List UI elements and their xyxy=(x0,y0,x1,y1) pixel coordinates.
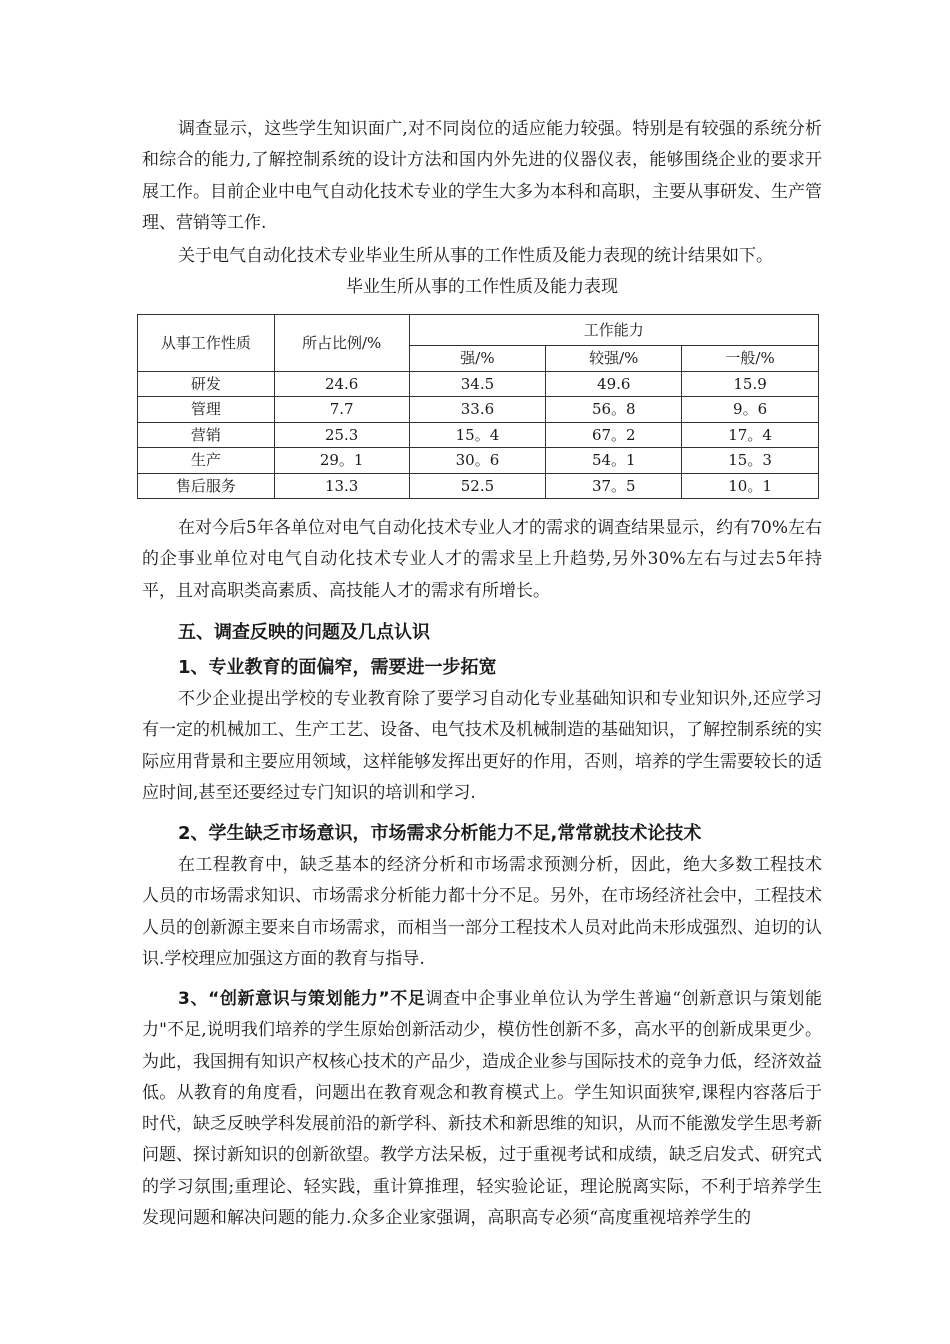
header-ratio: 所占比例/% xyxy=(274,315,409,372)
cell-normal: 15.9 xyxy=(682,371,819,397)
table-row xyxy=(138,473,819,499)
paragraph-survey-result: 调查显示，这些学生知识面广,对不同岗位的适应能力较强。特别是有较强的系统分析和综合的能力,了解控制系统的设计方法和国内外先进的仪器仪表，能够围绕企业的要求开展工作。目前企业中电气自动化技术专业的学生大多为本科和高职，主要从事研发、生产管理、营销等工作. xyxy=(142,119,822,233)
table-caption: 毕业生所从事的工作性质及能力表现 xyxy=(346,277,618,297)
work-nature-table xyxy=(137,314,819,499)
header-strong: 强/% xyxy=(409,346,546,372)
table-row xyxy=(138,397,819,423)
cell-normal: 10。1 xyxy=(682,473,819,499)
paragraph-market-awareness: 在工程教育中，缺乏基本的经济分析和市场需求预测分析，因此，绝大多数工程技术人员的市场需求知识、市场需求分析能力都十分不足。另外，在市场经济社会中，工程技术人员的创新源主要来自市场需求，而相当一部分工程技术人员对此尚未形成强烈、迫切的认识.学校理应加强这方面的教育与指导. xyxy=(142,855,822,969)
paragraph-innovation-body: 调查中企事业单位认为学生普遍“创新意识与策划能力"不足,说明我们培养的学生原始创新活动少，模仿性创新不多，高水平的创新成果更少。为此，我国拥有知识产权核心技术的产品少，造成企业参与国际技术的竞争力低，经济效益低。从教育的角度看，问题出在教育观念和教育模式上。学生知识面狭窄,课程内容落后于时代，缺乏反映学科发展前沿的新学科、新技术和新思维的知识，从而不能激发学生思考新问题、探讨新知识的创新欲望。教学方法呆板，过于重视考试和成绩，缺乏启发式、研究式的学习氛围;重理论、轻实践，重计算推理，轻实验论证，理论脱离实际，不利于培养学生发现问题和解决问题的能力.众多企业家强调，高职高专必须“高度重视培养学生的 xyxy=(142,989,822,1229)
cell-ratio: 24.6 xyxy=(274,371,409,397)
cell-ratio: 7.7 xyxy=(274,397,409,423)
cell-stronger: 67。2 xyxy=(546,422,682,448)
cell-normal: 15。3 xyxy=(682,448,819,474)
cell-strong: 33.6 xyxy=(409,397,546,423)
cell-ratio: 29。1 xyxy=(274,448,409,474)
subheading-5-2: 2、学生缺乏市场意识，市场需求分析能力不足,常常就技术论技术 xyxy=(178,823,702,844)
cell-nature: 营销 xyxy=(138,422,275,448)
paragraph-statistics-intro: 关于电气自动化技术专业毕业生所从事的工作性质及能力表现的统计结果如下。 xyxy=(178,246,773,266)
table-row xyxy=(138,422,819,448)
paragraph-demand-survey: 在对今后5年各单位对电气自动化技术专业人才的需求的调查结果显示，约有70%左右的企事业单位对电气自动化技术专业人才的需求呈上升趋势,另外30%左右与过去5年持平，且对高职类高素质、高技能人才的需求有所增长。 xyxy=(142,518,822,601)
cell-stronger: 37。5 xyxy=(546,473,682,499)
cell-ratio: 25.3 xyxy=(274,422,409,448)
cell-stronger: 54。1 xyxy=(546,448,682,474)
cell-normal: 9。6 xyxy=(682,397,819,423)
cell-nature: 研发 xyxy=(138,371,275,397)
paragraph-innovation xyxy=(142,984,822,1234)
table-row xyxy=(138,448,819,474)
cell-nature: 管理 xyxy=(138,397,275,423)
cell-strong: 52.5 xyxy=(409,473,546,499)
header-work-ability: 工作能力 xyxy=(409,315,818,346)
cell-normal: 17。4 xyxy=(682,422,819,448)
section-heading-5: 五、调查反映的问题及几点认识 xyxy=(178,622,430,643)
cell-stronger: 56。8 xyxy=(546,397,682,423)
cell-ratio: 13.3 xyxy=(274,473,409,499)
cell-nature: 生产 xyxy=(138,448,275,474)
subheading-5-1: 1、专业教育的面偏窄，需要进一步拓宽 xyxy=(178,657,497,678)
cell-nature: 售后服务 xyxy=(138,473,275,499)
cell-strong: 15。4 xyxy=(409,422,546,448)
header-normal: 一般/% xyxy=(682,346,819,372)
paragraph-education-scope: 不少企业提出学校的专业教育除了要学习自动化专业基础知识和专业知识外,还应学习有一定的机械加工、生产工艺、设备、电气技术及机械制造的基础知识，了解控制系统的实际应用背景和主要应用领域，这样能够发挥出更好的作用，否则，培养的学生需要较长的适应时间,甚至还要经过专门知识的培训和学习. xyxy=(142,689,822,803)
cell-stronger: 49.6 xyxy=(546,371,682,397)
header-stronger: 较强/% xyxy=(546,346,682,372)
cell-strong: 30。6 xyxy=(409,448,546,474)
cell-strong: 34.5 xyxy=(409,371,546,397)
subheading-5-3: 3、“创新意识与策划能力”不足 xyxy=(178,989,426,1009)
header-work-nature: 从事工作性质 xyxy=(138,315,275,372)
table-row xyxy=(138,371,819,397)
